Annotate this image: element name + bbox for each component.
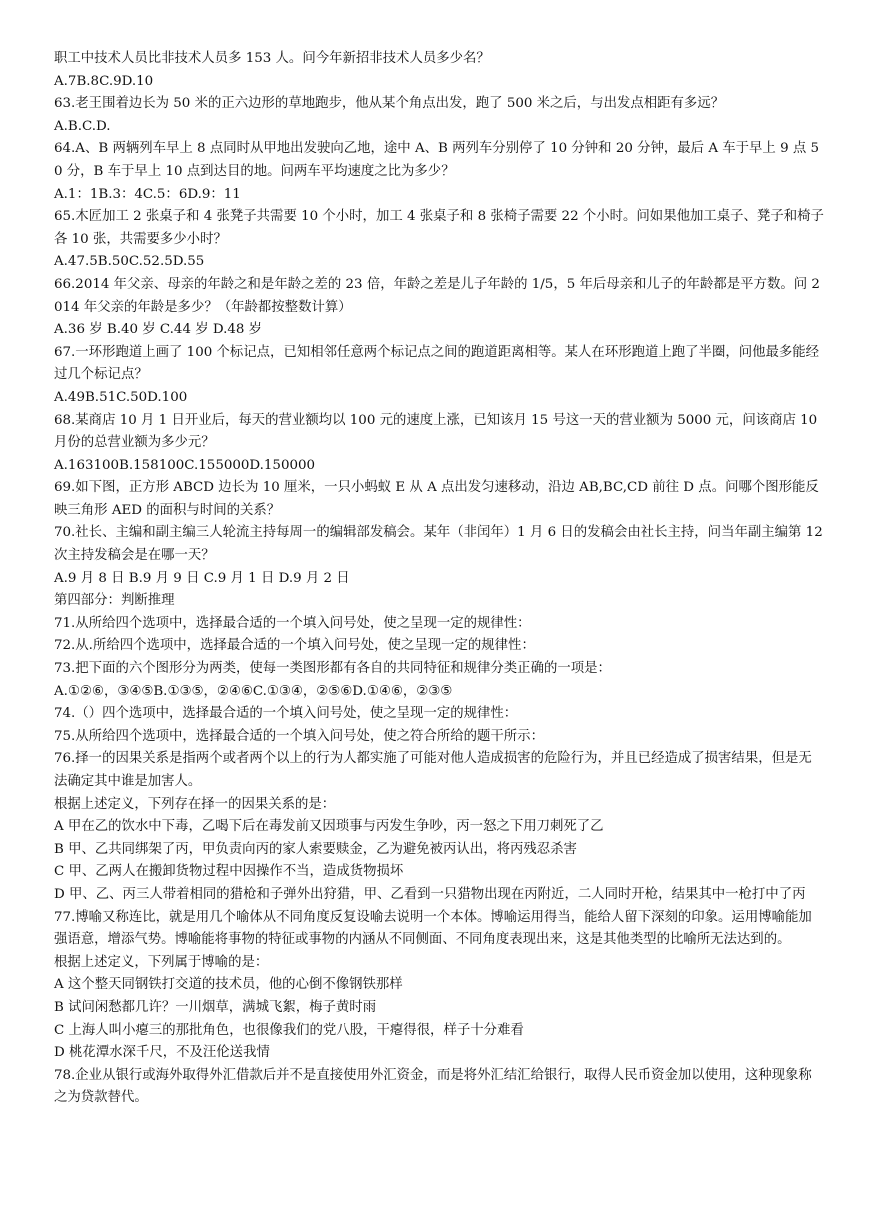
- answer-options: A.B.C.D.: [54, 118, 111, 134]
- question-78: 78.企业从银行或海外取得外汇借款后并不是直接使用外汇资金，而是将外汇结汇给银行，取得人民币资金加以使用，这种现象称之为贷款替代。: [54, 1067, 812, 1106]
- question-73: 73.把下面的六个图形分为两类，使每一类图形都有各自的共同特征和规律分类正确的一项是：: [54, 661, 611, 677]
- question-67: 67.一环形跑道上画了 100 个标记点，已知相邻任意两个标记点之间的跑道距离相等。某人在环形跑道上跑了半圈，问他最多能经过几个标记点？: [54, 344, 820, 383]
- question-72: 72.从.所给四个选项中，选择最合适的一个填入问号处，使之呈现一定的规律性：: [54, 638, 535, 654]
- question-64: 64.A、B 两辆列车早上 8 点同时从甲地出发驶向乙地，途中 A、B 两列车分别停了 10 分钟和 20 分钟，最后 A 车于早上 9 点 50 分，B 车于早上 10 点到达目的地。问两车平均速度之比为多少？: [54, 141, 820, 179]
- question-prompt: 根据上述定义，下列存在择一的因果关系的是：: [54, 796, 336, 812]
- question-77: 77.博喻又称连比，就是用几个喻体从不同角度反复设喻去说明一个本体。博喻运用得当，能给人留下深刻的印象。运用博喻能加强语意，增添气势。博喻能将事物的特征或事物的内涵从不同侧面、不同角度表现出来，这是其他类型的比喻所无法达到的。: [54, 909, 812, 948]
- question-75: 75.从所给四个选项中，选择最合适的一个填入问号处，使之符合所给的题干所示：: [54, 728, 544, 744]
- question-68: 68.某商店 10 月 1 日开业后，每天的营业额均以 100 元的速度上涨，已知该月 15 号这一天的营业额为 5000 元，问该商店 10 月份的总营业额为多少元？: [54, 412, 818, 451]
- answer-options: A.①②⑥，③④⑤B.①③⑤，②④⑥C.①③④，②⑤⑥D.①④⑥，②③⑤: [54, 683, 453, 699]
- answer-options: A.49B.51C.50D.100: [54, 389, 188, 405]
- option-a: A 这个整天同钢铁打交道的技术员，他的心倒不像钢铁那样: [54, 977, 403, 993]
- text-line: 职工中技术人员比非技术人员多 153 人。问今年新招非技术人员多少名？: [54, 51, 490, 66]
- question-74: 74.（）四个选项中，选择最合适的一个填入问号处，使之呈现一定的规律性：: [54, 706, 518, 722]
- question-70: 70.社长、主编和副主编三人轮流主持每周一的编辑部发稿会。某年（非闰年）1 月 6 日的发稿会由社长主持，问当年副主编第 12 次主持发稿会是在哪一天？: [54, 525, 823, 564]
- answer-options: A.9 月 8 日 B.9 月 9 日 C.9 月 1 日 D.9 月 2 日: [54, 570, 350, 586]
- option-d: D 桃花潭水深千尺，不及汪伦送我情: [54, 1045, 270, 1061]
- option-b: B 甲、乙共同绑架了丙，甲负责向丙的家人索要赎金，乙为避免被丙认出，将丙残忍杀害: [54, 841, 577, 857]
- option-b: B 试问闲愁都几许？一川烟草，满城飞絮，梅子黄时雨: [54, 999, 377, 1015]
- answer-options: A.36 岁 B.40 岁 C.44 岁 D.48 岁: [54, 322, 263, 338]
- question-65: 65.木匠加工 2 张桌子和 4 张凳子共需要 10 个小时，加工 4 张桌子和 8 张椅子需要 22 个小时。问如果他加工桌子、凳子和椅子各 10 张，共需要多少小时？: [54, 209, 824, 247]
- option-c: C 甲、乙两人在搬卸货物过程中因操作不当，造成货物损坏: [54, 864, 404, 880]
- answer-options: A.1：1B.3：4C.5：6D.9：11: [54, 186, 241, 202]
- question-69: 69.如下图，正方形 ABCD 边长为 10 厘米，一只小蚂蚁 E 从 A 点出发匀速移动，沿边 AB,BC,CD 前往 D 点。问哪个图形能反映三角形 AED 的面积与时间的关系？: [54, 480, 819, 518]
- question-63: 63.老王围着边长为 50 米的正六边形的草地跑步，他从某个角点出发，跑了 500 米之后，与出发点相距有多远？: [54, 96, 725, 112]
- question-prompt: 根据上述定义，下列属于博喻的是：: [54, 954, 269, 970]
- answer-options: A.163100B.158100C.155000D.150000: [54, 457, 316, 473]
- answer-options: A.47.5B.50C.52.5D.55: [54, 254, 205, 270]
- option-d: D 甲、乙、丙三人带着相同的猎枪和子弹外出狩猎，甲、乙看到一只猎物出现在丙附近，二人同时开枪，结果其中一枪打中了丙: [54, 886, 806, 902]
- question-71: 71.从所给四个选项中，选择最合适的一个填入问号处，使之呈现一定的规律性：: [54, 615, 531, 631]
- document-page: [54, 48, 824, 1110]
- answer-options: A.7B.8C.9D.10: [54, 73, 154, 89]
- question-76: 76.择一的因果关系是指两个或者两个以上的行为人都实施了可能对他人造成损害的危险行为，并且已经造成了损害结果，但是无法确定其中谁是加害人。: [54, 751, 812, 789]
- section-heading: 第四部分：判断推理: [54, 593, 175, 609]
- option-c: C 上海人叫小瘪三的那批角色，也很像我们的党八股，干瘪得很，样子十分难看: [54, 1022, 524, 1038]
- option-a: A 甲在乙的饮水中下毒，乙喝下后在毒发前又因琐事与丙发生争吵，丙一怒之下用刀刺死了乙: [54, 819, 604, 835]
- question-66: 66.2014 年父亲、母亲的年龄之和是年龄之差的 23 倍，年龄之差是儿子年龄的 1/5，5 年后母亲和儿子的年龄都是平方数。问 2014 年父亲的年龄是多少？（年龄都按整数计算）: [54, 276, 820, 315]
